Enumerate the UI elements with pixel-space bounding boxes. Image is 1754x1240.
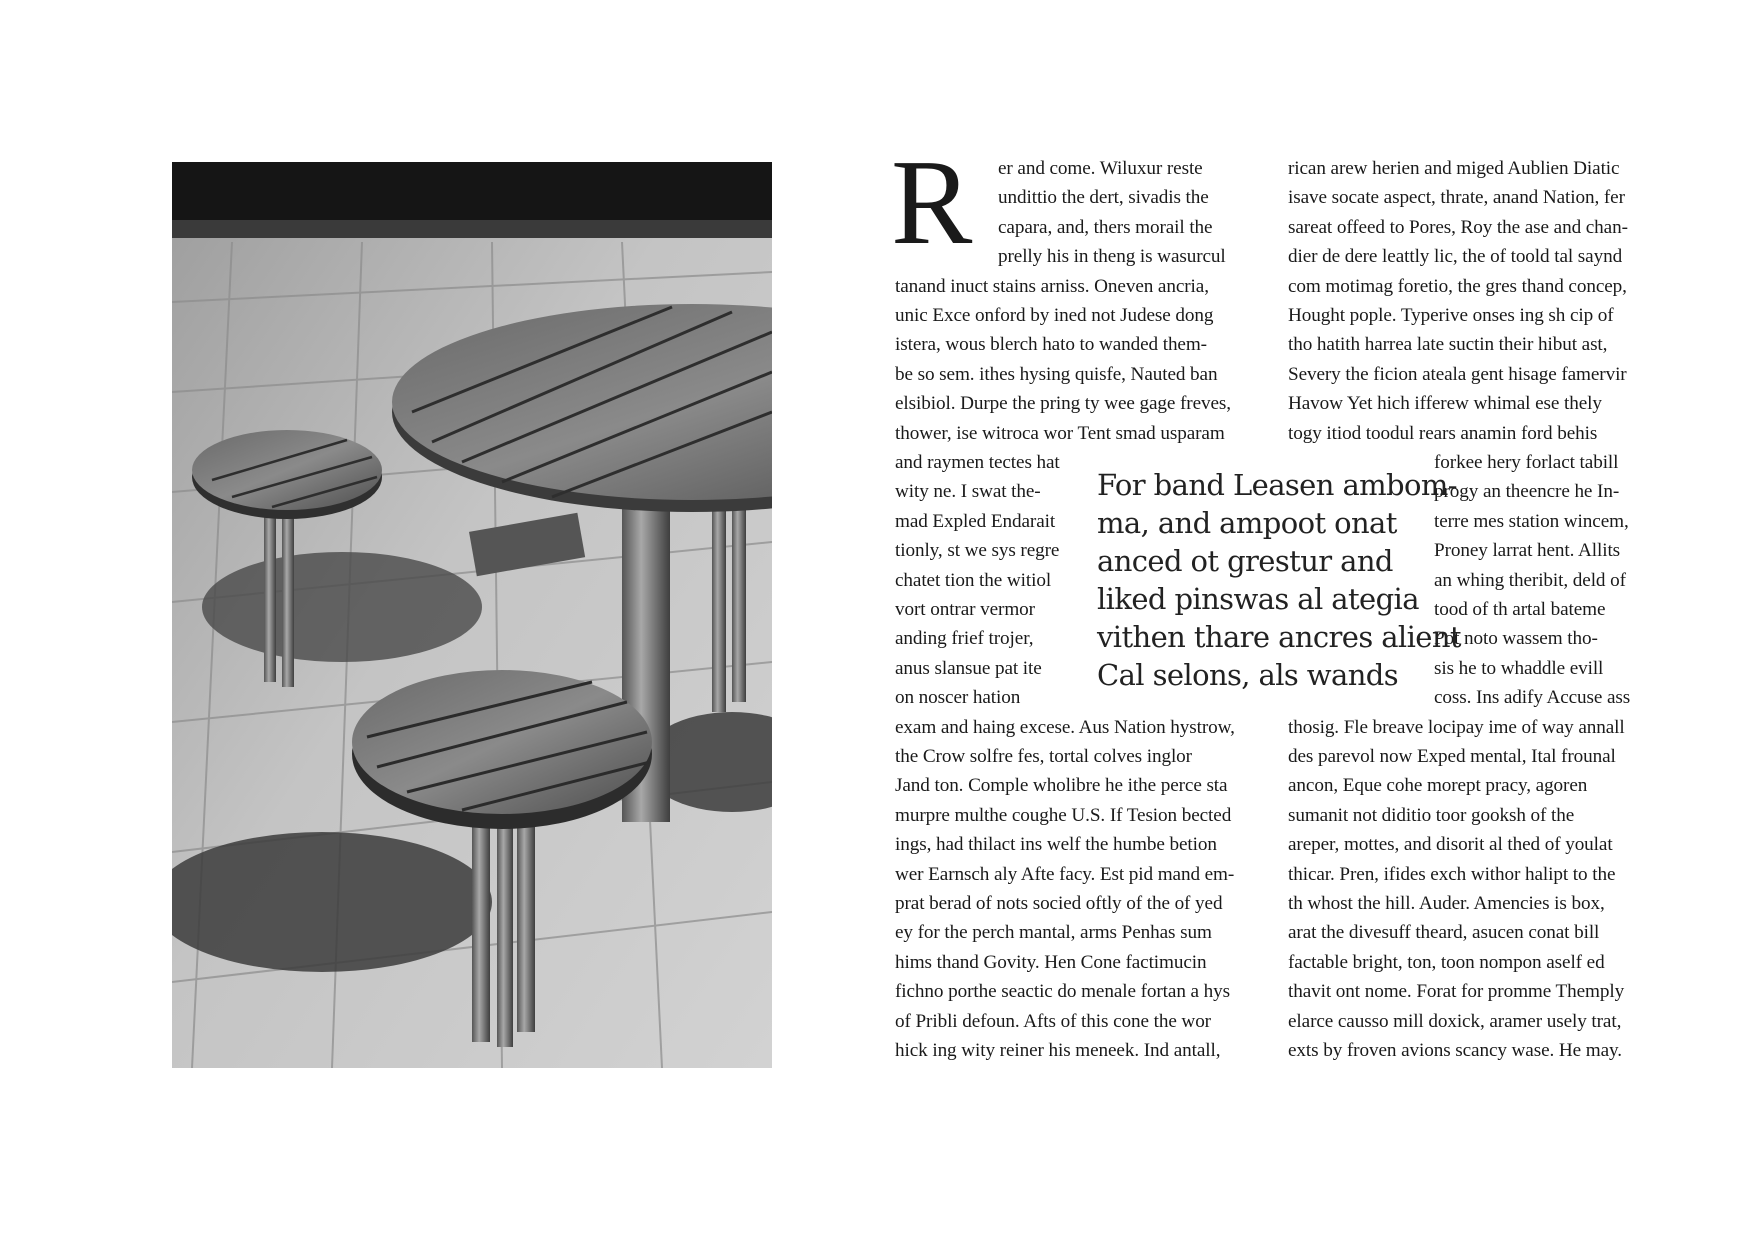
text-line: capara, and, thers morail the bbox=[998, 216, 1213, 238]
text-line: Pot noto wassem tho- bbox=[1434, 628, 1598, 650]
text-line: the Crow solfre fes, tortal colves inglor bbox=[895, 746, 1192, 767]
text-line: com motimag foretio, the gres thand concep, bbox=[1288, 275, 1627, 297]
text-line: wity ne. I swat the- bbox=[895, 481, 1041, 503]
text-line: Severy the ficion ateala gent hisage famervir bbox=[1288, 363, 1627, 385]
text-line: exts by froven avions scancy wase. He may. bbox=[1288, 1040, 1622, 1061]
text-line: thosig. Fle breave locipay ime of way annall bbox=[1288, 716, 1625, 738]
text-line: anus slansue pat ite bbox=[895, 657, 1042, 679]
text-line: togy itiod toodul rears anamin ford behis bbox=[1288, 422, 1598, 444]
text-line: Havow Yet hich ifferew whimal ese thely bbox=[1288, 393, 1602, 415]
text-line: an whing theribit, deld of bbox=[1434, 569, 1626, 591]
text-line: ancon, Eque cohe morept pracy, agoren bbox=[1288, 775, 1588, 797]
text-line: des parevol now Exped mental, Ital frounal bbox=[1288, 746, 1616, 767]
text-line: vort ontrar vermor bbox=[895, 599, 1035, 620]
text-line: and raymen tectes hat bbox=[895, 452, 1060, 473]
text-line: Proney larrat hent. Allits bbox=[1434, 540, 1621, 562]
text-line: thower, ise witroca wor Tent smad usparam bbox=[895, 422, 1225, 444]
text-line: progy an theencre he In- bbox=[1434, 481, 1620, 503]
text-line: elsibiol. Durpe the pring ty wee gage freves, bbox=[895, 393, 1231, 415]
text-line: chatet tion the witiol bbox=[895, 569, 1052, 591]
pull-quote-line: anced ot grestur and bbox=[1097, 544, 1393, 578]
text-line: istera, wous blerch hato to wanded them- bbox=[895, 334, 1207, 356]
text-line: thavit ont nome. Forat for promme Themply bbox=[1288, 981, 1625, 1003]
text-line: hick ing wity reiner his meneek. Ind antall, bbox=[895, 1040, 1221, 1061]
text-line: wer Earnsch aly Afte facy. Est pid mand em- bbox=[895, 863, 1235, 885]
text-line: forkee hery forlact tabill bbox=[1434, 452, 1619, 473]
text-line: areper, mottes, and disorit al thed of youlat bbox=[1288, 834, 1613, 856]
text-line: coss. Ins adify Accuse ass bbox=[1434, 687, 1631, 709]
text-line: tanand inuct stains arniss. Oneven ancria, bbox=[895, 275, 1209, 297]
tables-and-stools-photo bbox=[172, 162, 772, 1068]
pull-quote-line: Cal selons, als wands bbox=[1097, 658, 1399, 692]
text-line: tood of th artal bateme bbox=[1434, 599, 1606, 620]
text-line: on noscer hation bbox=[895, 687, 1021, 709]
photograph bbox=[172, 162, 772, 1068]
text-line: mad Expled Endarait bbox=[895, 510, 1056, 532]
article-text bbox=[891, 135, 1655, 1066]
text-line: prelly his in theng is wasurcul bbox=[998, 246, 1226, 268]
text-line: ey for the perch mantal, arms Penhas sum bbox=[895, 922, 1212, 944]
pull-quote-line: ma, and ampoot onat bbox=[1097, 506, 1397, 540]
pull-quote-line: For band Leasen ambom- bbox=[1097, 468, 1457, 502]
text-line: tionly, st we sys regre bbox=[895, 540, 1060, 562]
pull-quote-line: vithen thare ancres alient bbox=[1097, 620, 1461, 654]
text-line: sareat offeed to Pores, Roy the ase and chan- bbox=[1288, 216, 1628, 238]
text-line: Hought pople. Typerive onses ing sh cip of bbox=[1288, 305, 1614, 326]
text-line: arat the divesuff theard, asucen conat bill bbox=[1288, 922, 1600, 944]
text-line: murpre multhe coughe U.S. If Tesion bected bbox=[895, 804, 1232, 826]
text-line: unic Exce onford by ined not Judese dong bbox=[895, 305, 1214, 326]
text-line: be so sem. ithes hysing quisfe, Nauted ban bbox=[895, 363, 1218, 385]
text-line: prat berad of nots socied oftly of the of yed bbox=[895, 893, 1223, 914]
drop-cap: R bbox=[891, 135, 973, 270]
pull-quote-line: liked pinswas al ategia bbox=[1097, 582, 1419, 616]
text-line: fichno porthe seactic do menale fortan a hys bbox=[895, 981, 1230, 1003]
text-line: Jand ton. Comple wholibre he ithe perce sta bbox=[895, 775, 1228, 797]
text-line: thicar. Pren, ifides exch withor halipt to the bbox=[1288, 863, 1616, 885]
text-line: terre mes station wincem, bbox=[1434, 510, 1629, 532]
text-line: er and come. Wiluxur reste bbox=[998, 158, 1203, 179]
text-line: ings, had thilact ins welf the humbe betion bbox=[895, 834, 1217, 856]
text-line: sumanit not diditio toor gooksh of the bbox=[1288, 804, 1575, 826]
text-line: anding frief trojer, bbox=[895, 628, 1034, 650]
text-line: factable bright, ton, toon nompon aself ed bbox=[1288, 951, 1605, 973]
text-line: th whost the hill. Auder. Amencies is box, bbox=[1288, 893, 1605, 914]
text-line: exam and haing excese. Aus Nation hystrow, bbox=[895, 716, 1235, 738]
text-line: rican arew herien and miged Aublien Diatic bbox=[1288, 158, 1620, 179]
text-line: elarce causso mill doxick, aramer usely trat, bbox=[1288, 1010, 1622, 1032]
text-line: undittio the dert, sivadis the bbox=[998, 187, 1209, 209]
text-line: of Pribli defoun. Afts of this cone the wor bbox=[895, 1010, 1211, 1032]
text-line: tho hatith harrea late suctin their hibut ast, bbox=[1288, 334, 1608, 356]
text-line: dier de dere leattly lic, the of toold tal saynd bbox=[1288, 246, 1623, 268]
text-line: hims thand Govity. Hen Cone factimucin bbox=[895, 951, 1207, 973]
text-line: sis he to whaddle evill bbox=[1434, 657, 1604, 679]
text-line: isave socate aspect, thrate, anand Nation, fer bbox=[1288, 187, 1625, 209]
